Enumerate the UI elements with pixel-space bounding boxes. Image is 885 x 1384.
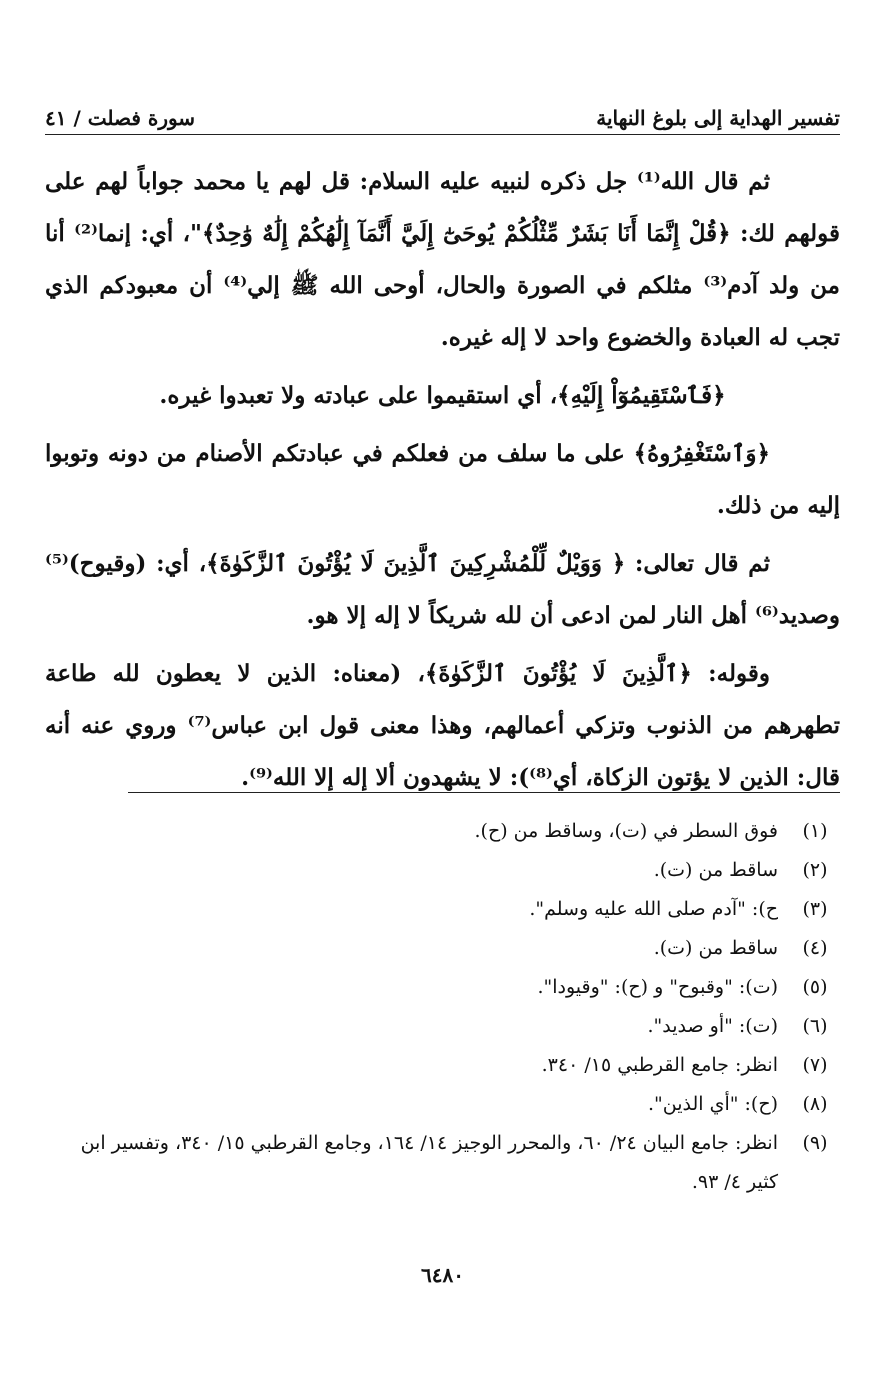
footnote-text: انظر: جامع القرطبي ١٥/ ٣٤٠. <box>541 1054 778 1076</box>
footnote-divider <box>128 792 840 793</box>
footnote-text: انظر: جامع البيان ٢٤/ ٦٠، والمحرر الوجيز ١٤/ ١٦٤، وجامع القرطبي ١٥/ ٣٤٠، وتفسير ابن كثير ٤/ ٩٣. <box>80 1132 778 1193</box>
footnote-text: (ت): "أو صديد". <box>647 1015 778 1037</box>
footnote-number: (٩) <box>802 1132 828 1154</box>
page-number: ٦٤٨٠ <box>421 1263 464 1287</box>
footnote <box>45 1046 840 1085</box>
footnote-number: (٨) <box>802 1093 828 1115</box>
footnote-text: ساقط من (ت). <box>653 937 778 959</box>
footnote <box>45 890 840 929</box>
footnote-text: فوق السطر في (ت)، وساقط من (ح). <box>474 820 778 842</box>
footnote <box>45 929 840 968</box>
footnote-text: ح): "آدم صلى الله عليه وسلم". <box>529 898 778 920</box>
footnote-text: (ت): "وقبوح" و (ح): "وقيودا". <box>537 976 778 998</box>
footnote-number: (٣) <box>802 898 828 920</box>
footnote <box>45 851 840 890</box>
paragraph-2: ﴿فَٱسْتَقِيمُوٓاْ إِلَيْهِ﴾، أي استقيموا على عبادته ولا تعبدوا غيره. <box>159 382 726 409</box>
paragraph-4: ثم قال تعالى: ﴿ وَوَيْلٌ لِّلْمُشْرِكِينَ ٱلَّذِينَ لَا يُؤْتُونَ ٱلزَّكَوٰةَ﴾، أي: (وقيوح)⁽⁵⁾ وصديد⁽⁶⁾ أهل النار لمن ادعى أن لله شريكاً لا إله إلا هو. <box>45 550 840 629</box>
footnote-number: (١) <box>802 820 828 842</box>
running-header <box>45 96 840 130</box>
footnote-number: (٧) <box>802 1054 828 1076</box>
paragraph-3: ﴿وَٱسْتَغْفِرُوهُ﴾ على ما سلف من فعلكم في عبادتكم الأصنام من دونه وتوبوا إليه من ذلك. <box>45 440 840 519</box>
footnote-text: ساقط من (ت). <box>653 859 778 881</box>
footnote <box>45 812 840 851</box>
footnote <box>45 1085 840 1124</box>
header-divider <box>45 134 840 135</box>
footnote-number: (٤) <box>802 937 828 959</box>
main-text <box>45 156 840 810</box>
footnote-number: (٢) <box>802 859 828 881</box>
footnote-number: (٥) <box>802 976 828 998</box>
paragraph-1: ثم قال الله⁽¹⁾ جل ذكره لنبيه عليه السلام: قل لهم يا محمد جواباً لهم على قولهم لك: ﴿قُلْ إِنَّمَا أَنَا بَشَرٌ مِّثْلُكُمْ يُوحَىٰٓ إِلَيَّ أَنَّمَآ إِلَٰهُكُمْ إِلَٰهٌ وَٰحِدٌ﴾"، أي: إنما⁽²⁾ أنا من ولد آدم⁽³⁾ مثلكم في الصورة والحال، أوحى الله ﷺ إلي⁽⁴⁾ أن معبودكم الذي تجب له العبادة والخضوع واحد لا إله غيره. <box>45 168 840 351</box>
paragraph-5: وقوله: ﴿ٱلَّذِينَ لَا يُؤْتُونَ ٱلزَّكَوٰةَ﴾، (معناه: الذين لا يعطون لله طاعة تطهرهم من الذنوب وتزكي أعمالهم، وهذا معنى قول ابن عباس⁽⁷⁾ وروي عنه أنه قال: الذين لا يؤتون الزكاة، أي⁽⁸⁾): لا يشهدون ألا إله إلا الله⁽⁹⁾. <box>45 660 840 791</box>
footnote <box>45 1007 840 1046</box>
footnote <box>45 1124 840 1202</box>
book-title: تفسير الهداية إلى بلوغ النهاية <box>596 106 840 130</box>
footnotes <box>45 812 840 1202</box>
footnote-number: (٦) <box>802 1015 828 1037</box>
footnote-text: (ح): "أي الذين". <box>647 1093 778 1115</box>
surah-label: سورة فصلت / ٤١ <box>45 106 196 130</box>
footnote <box>45 968 840 1007</box>
